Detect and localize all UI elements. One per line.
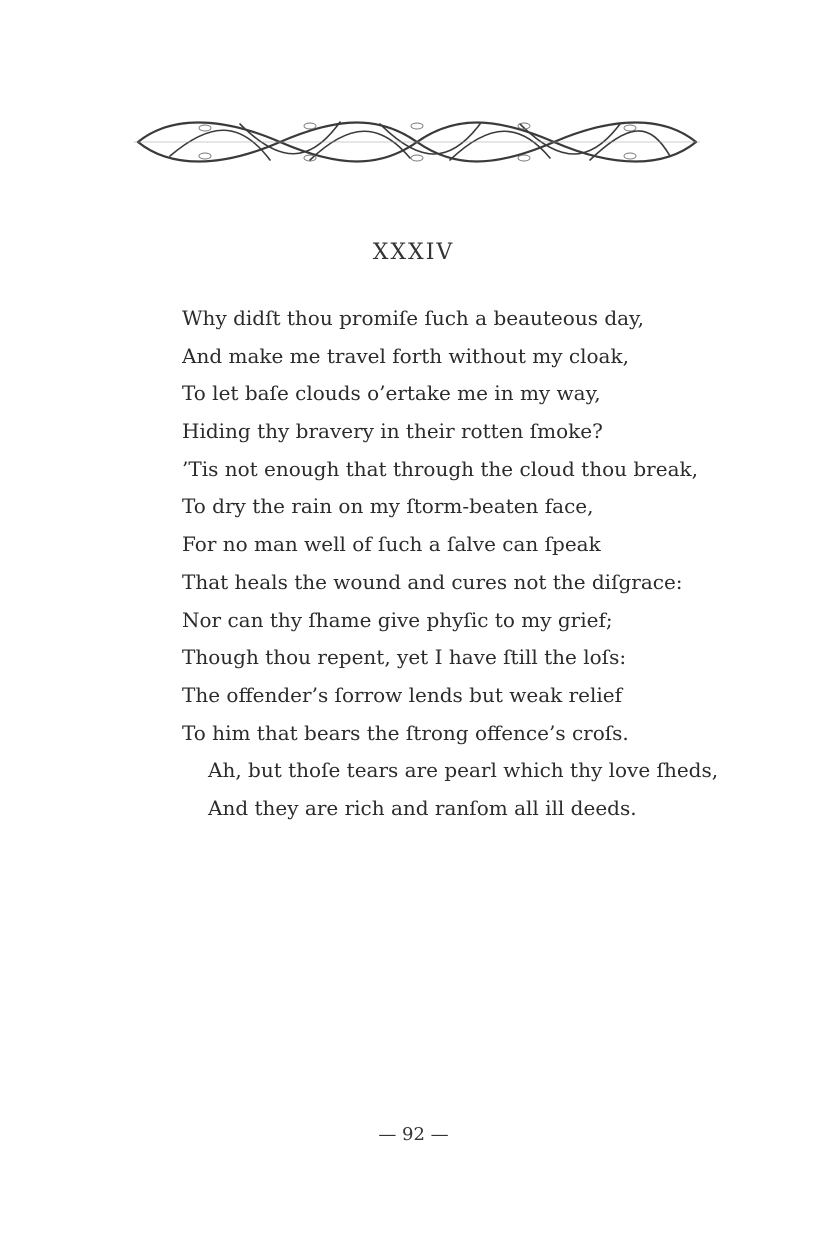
poem-line: To him that bears the ſtrong offence’s croſs. <box>182 720 629 745</box>
sonnet-number: XXXIV <box>372 240 455 265</box>
poem-line: Though thou repent, yet I have ſtill the loſs: <box>182 645 627 670</box>
poem-line: The offender’s ſorrow lends but weak relief <box>182 682 623 707</box>
poem-line: To dry the rain on my ſtorm-beaten face, <box>182 494 594 519</box>
poem-body <box>182 300 718 828</box>
poem-line: Hiding thy bravery in their rotten ſmoke? <box>182 419 603 444</box>
poem-line: Why didſt thou promiſe ſuch a beauteous day, <box>182 306 645 330</box>
scroll-flourish-icon <box>130 112 704 172</box>
poem-line: And they are rich and ranſom all ill deeds. <box>208 795 637 820</box>
poem-line: To let baſe clouds o’ertake me in my way, <box>182 381 601 406</box>
poem-line: Nor can thy ſhame give phyſic to my grief; <box>182 607 613 632</box>
page-number: — 92 — <box>378 1124 449 1145</box>
poem-line: ’Tis not enough that through the cloud thou break, <box>182 456 698 481</box>
poem-line: Ah, but thoſe tears are pearl which thy love ſheds, <box>208 758 719 783</box>
poem-line: For no man well of ſuch a ſalve can ſpeak <box>182 532 601 557</box>
poem-line: And make me travel forth without my cloak, <box>182 343 629 368</box>
poem-line: That heals the wound and cures not the diſgrace: <box>182 569 683 594</box>
